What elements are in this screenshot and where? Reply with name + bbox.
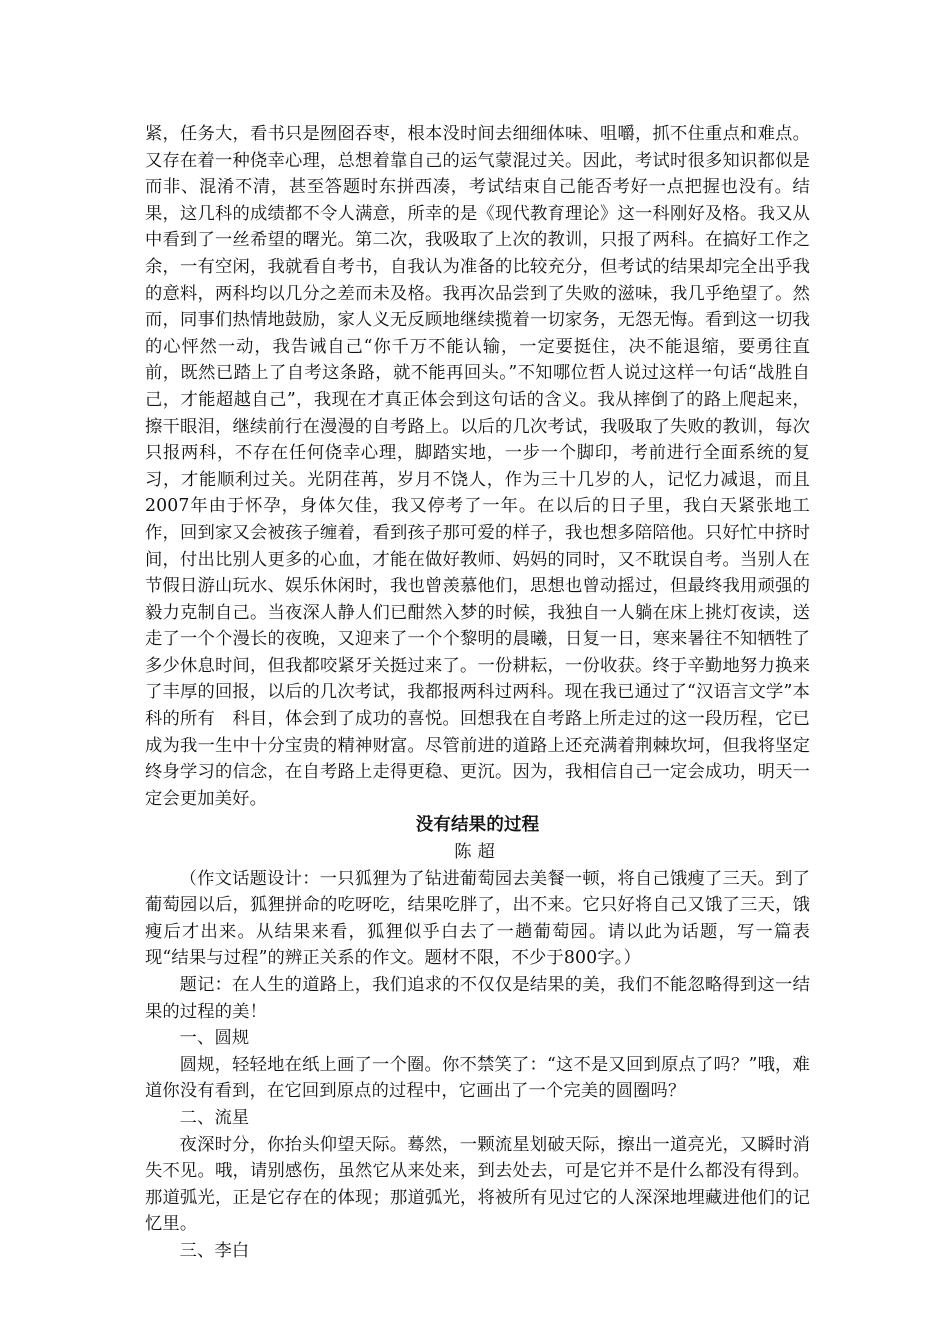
topic-design-paragraph: （作文话题设计：一只狐狸为了钻进葡萄园去美餐一顿，将自己饿瘦了三天。到了葡萄园以后，狐狸拼命的吃呀吃，结果吃胖了，出不来。它只好将自己又饿了三天，饿瘦后才出来。从结果来看，狐狸似乎白去了一趟葡萄园。请以此为话题，写一篇表现“结果与过程”的辨正关系的作文。题材不限，不少于800字。） <box>145 868 810 969</box>
section-heading-3: 三、李白 <box>179 1240 250 1261</box>
essay-author: 陈超 <box>454 842 501 863</box>
paragraph-essay1-continuation: 紧，任务大，看书只是囫囵吞枣，根本没时间去细细体味、咀嚼，抓不住重点和难点。又存在着一种侥幸心理，总想着靠自己的运气蒙混过关。因此，考试时很多知识都似是而非、混淆不清，甚至答题时东拼西凑，考试结束自己能否考好一点把握也没有。结果，这几科的成绩都不令人满意，所幸的是《现代教育理论》这一科刚好及格。我又从中看到了一丝希望的曙光。第二次，我吸取了上次的教训，只报了两科。在搞好工作之余，一有空闲，我就看自考书，自我认为准备的比较充分，但考试的结果却完全出乎我的意料，两科均以几分之差而未及格。我再次品尝到了失败的滋味，我几乎绝望了。然而，同事们热情地鼓励，家人义无反顾地继续揽着一切家务，无怨无悔。看到这一切我的心怦然一动，我告诫自己“你千万不能认输，一定要挺住，决不能退缩，要勇往直前，既然已踏上了自考这条路，就不能再回头。”不知哪位哲人说过这样一句话“战胜自己，才能超越自己”，我现在才真正体会到这句话的含义。我从摔倒了的路上爬起来，擦干眼泪，继续前行在漫漫的自考路上。以后的几次考试，我吸取了失败的教训，每次只报两科，不存在任何侥幸心理，脚踏实地，一步一个脚印，考前进行全面系统的复习，才能顺利过关。光阴荏苒，岁月不饶人，作为三十几岁的人，记忆力减退，而且2007年由于怀孕，身体欠佳，我又停考了一年。在以后的日子里，我白天紧张地工作，回到家又会被孩子缠着，看到孩子那可爱的样子，我也想多陪陪他。只好忙中挤时间，付出比别人更多的心血，才能在做好教师、妈妈的同时，又不耽误自考。当别人在节假日游山玩水、娱乐休闲时，我也曾羡慕他们，思想也曾动摇过，但最终我用顽强的毅力克制自己。当夜深人静人们已酣然入梦的时候，我独自一人躺在床上挑灯夜读，送走了一个个漫长的夜晚，又迎来了一个个黎明的晨曦，日复一日，寒来暑往不知牺牲了多少休息时间，但我都咬紧牙关挺过来了。一份耕耘，一份收获。终于辛勤地努力换来了丰厚的回报，以后的几次考试，我都报两科过两科。现在我已通过了“汉语言文学”本科的所有 科目，体会到了成功的喜悦。回想我在自考路上所走过的这一段历程，它已成为我一生中十分宝贵的精神财富。尽管前进的道路上还充满着荆棘坎坷，但我将坚定终身学习的信念，在自考路上走得更稳、更沉。因为，我相信自己一定会成功，明天一定会更加美好。 <box>145 124 810 809</box>
section-heading-1: 一、圆规 <box>179 1028 250 1049</box>
inscription-paragraph: 题记：在人生的道路上，我们追求的不仅仅是结果的美，我们不能忽略得到这一结果的过程的美！ <box>145 975 810 1022</box>
section-2-paragraph: 夜深时分，你抬头仰望天际。蓦然，一颗流星划破天际，擦出一道亮光，又瞬时消失不见。哦，请别感伤，虽然它从来处来，到去处去，可是它并不是什么都没有得到。那道弧光，正是它存在的体现；那道弧光，将被所有见过它的人深深地埋藏进他们的记忆里。 <box>145 1134 810 1235</box>
document-body <box>145 121 810 1265</box>
essay-title: 没有结果的过程 <box>415 815 540 836</box>
section-heading-2: 二、流星 <box>179 1107 250 1128</box>
section-1-paragraph: 圆规，轻轻地在纸上画了一个圈。你不禁笑了：“这不是又回到原点了吗？”哦，难道你没有看到，在它回到原点的过程中，它画出了一个完美的圆圈吗？ <box>145 1054 810 1102</box>
